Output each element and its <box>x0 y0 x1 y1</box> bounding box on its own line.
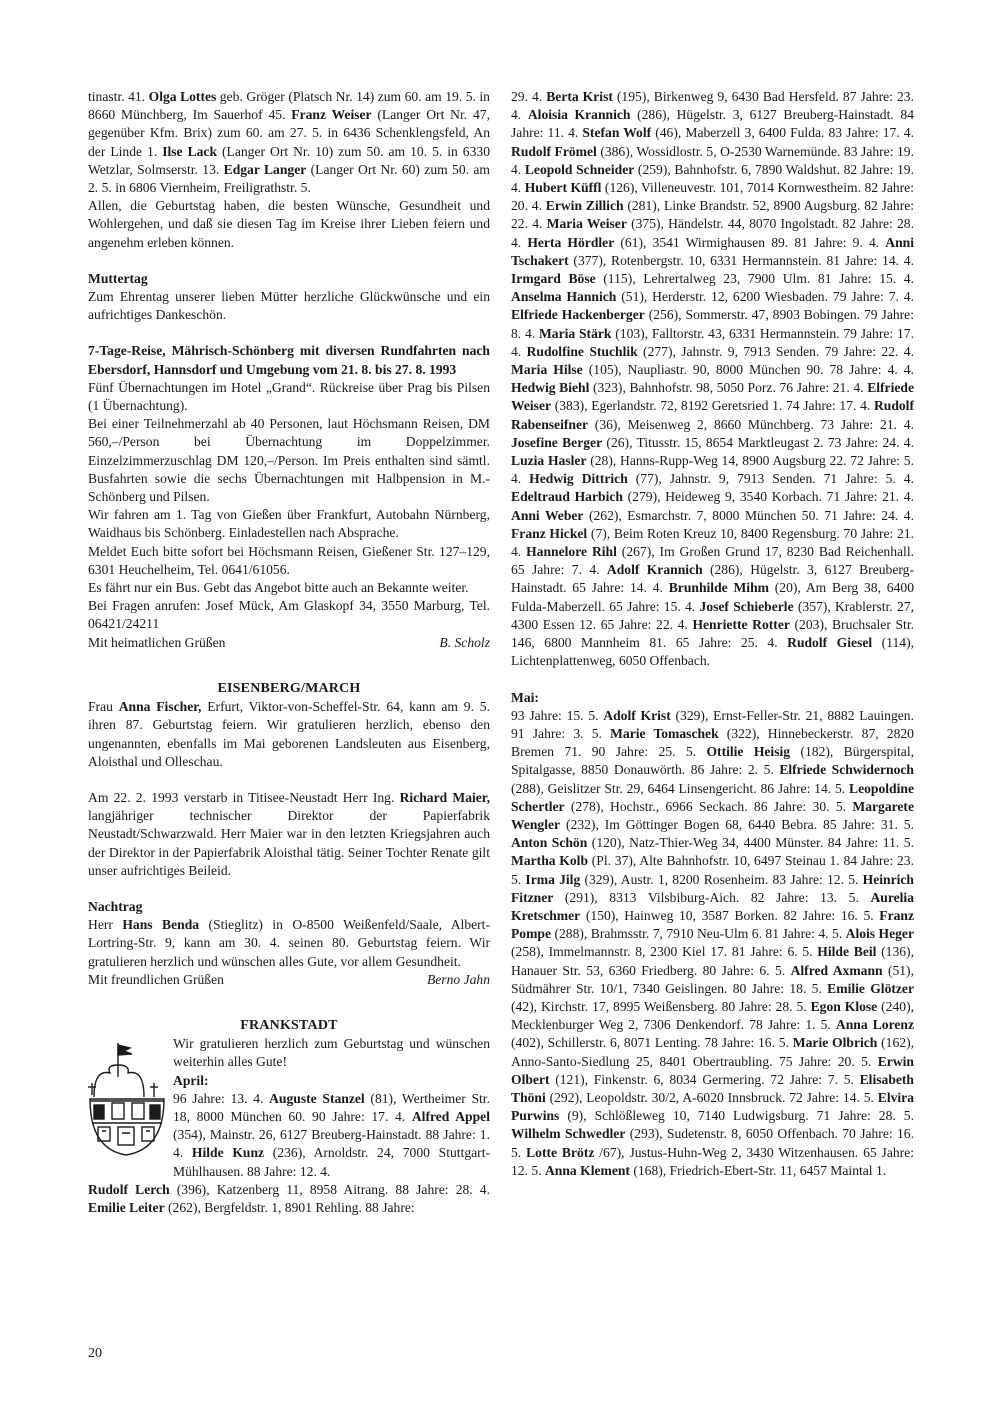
birthday-intro: tinastr. 41. Olga Lottes geb. Gröger (Platsch Nr. 14) zum 60. am 19. 5. in 8660 Münchberg, Im Sauerhof 45. Franz Weiser (Langer Ort Nr. 47, gegenüber Kfm. Brix) zum 60. am 27. 5. in 6436 Schenklengsfeld, An der Linde 1. Ilse Lack (Langer Ort Nr. 10) zum 50. am 10. 5. in 6330 Wetzlar, Solmserstr. 13. Edgar Langer (Langer Ort Nr. 60) zum 50. am 2. 5. in 6806 Viernheim, Freiligrathstr. 5. <box>88 89 490 196</box>
mai-label: Mai: <box>511 689 539 705</box>
nachtrag-text: Herr Hans Benda (Stieglitz) in O-8500 Weißenfeld/Saale, Albert-Lortring-Str. 9, kann am 30. 4. seinen 80. Geburtstag feiern. Wir gratulieren herzlich und wünschen alles Gute, vor allem Gesundheit. <box>88 917 490 969</box>
trip-paragraph: Bei einer Teilnehmerzahl ab 40 Personen, laut Höchsmann Reisen, DM 560,–/Person bei Übernachtung im Doppelzimmer. Einzelzimmerzuschlag DM 120,–/Person. Im Preis enthalten sind sämtl. Busfahrten sowie die sechs Übernachtungen mit Halbpension in M.-Schönberg und Pilsen. <box>88 416 490 505</box>
frankstadt-section <box>88 1035 490 1217</box>
eisenberg-heading: EISENBERG/MARCH <box>217 680 361 696</box>
right-column <box>511 88 914 1180</box>
left-column <box>88 88 490 1217</box>
trip-signoff <box>88 634 490 652</box>
nachtrag-heading: Nachtrag <box>88 898 143 914</box>
wishes-text: Allen, die Geburtstag haben, die besten Wünsche, Gesundheit und Wohlergehen, und daß sie diesen Tag im Kreise ihrer Lieben feiern und angenehm erleben können. <box>88 198 490 250</box>
april-label: April: <box>173 1072 209 1088</box>
trip-paragraph: Bei Fragen anrufen: Josef Mück, Am Glaskopf 34, 3550 Marburg, Tel. 06421/24211 <box>88 598 490 632</box>
muttertag-heading: Muttertag <box>88 270 148 286</box>
town-crest-icon <box>88 1039 170 1157</box>
trip-greeting: Mit heimatlichen Grüßen <box>88 634 226 650</box>
trip-paragraph: Es fährt nur ein Bus. Gebt das Angebot bitte auch an Bekannte weiter. <box>88 580 469 596</box>
nachtrag-greeting: Mit freundlichen Grüßen <box>88 971 224 987</box>
april-list-right: 29. 4. Berta Krist (195), Birkenweg 9, 6430 Bad Hersfeld. 87 Jahre: 23. 4. Aloisia Krannich (286), Hügelstr. 3, 6127 Breuberg-Hainstadt. 84 Jahre: 11. 4. Stefan Wolf (46), Maberzell 3, 6400 Fulda. 83 Jahre: 17. 4. Rudolf Frömel (386), Wossidlostr. 5, O-2530 Warnemünde. 83 Jahre: 19. 4. Leopold Schneider (259), Bahnhofstr. 6, 7890 Waldshut. 82 Jahre: 19. 4. Hubert Küffl (126), Villeneuvestr. 101, 7014 Kornwestheim. 82 Jahre: 20. 4. Erwin Zillich (281), Linke Brandstr. 52, 8900 Augsburg. 82 Jahre: 22. 4. Maria Weiser (375), Händelstr. 44, 8070 Ingolstadt. 82 Jahre: 28. 4. Herta Hördler (61), 3541 Wirmighausen 89. 81 Jahre: 9. 4. Anni Tschakert (377), Rotenbergstr. 10, 6331 Hermannstein. 81 Jahre: 14. 4. Irmgard Böse (115), Lehrertalweg 23, 7900 Ulm. 81 Jahre: 15. 4. Anselma Hannich (51), Herderstr. 12, 6200 Wiesbaden. 79 Jahre: 7. 4. Elfriede Hackenberger (256), Sommerstr. 47, 8903 Bobingen. 79 Jahre: 8. 4. Maria Stärk (103), Falltorstr. 43, 6331 Hermannstein. 79 Jahre: 17. 4. Rudolfine Stuchlik (277), Jahnstr. 9, 7913 Senden. 79 Jahre: 22. 4. Maria Hilse (105), Naupliastr. 90, 8000 München 90. 78 Jahre: 4. 4. Hedwig Biehl (323), Bahnhofstr. 98, 5050 Porz. 76 Jahre: 21. 4. Elfriede Weiser (383), Egerlandstr. 72, 8192 Geretsried 1. 74 Jahre: 17. 4. Rudolf Rabenseifner (36), Meisenweg 2, 8660 Münchberg. 73 Jahre: 21. 4. Josefine Berger (26), Titusstr. 15, 8654 Marktleugast 2. 73 Jahre: 24. 4. Luzia Hasler (28), Hanns-Rupp-Weg 14, 8900 Augsburg 22. 72 Jahre: 5. 4. Hedwig Dittrich (77), Jahnstr. 9, 7913 Senden. 71 Jahre: 5. 4. Edeltraud Harbich (279), Heideweg 9, 3540 Korbach. 71 Jahre: 21. 4. Anni Weber (262), Esmarchstr. 7, 8000 München 50. 71 Jahre: 24. 4. Franz Hickel (7), Beim Roten Kreuz 10, 8400 Regensburg. 70 Jahre: 21. 4. Hannelore Rihl (267), Im Großen Grund 17, 8230 Bad Reichenhall. 65 Jahre: 7. 4. Adolf Krannich (286), Hügelstr. 3, 6127 Breuberg-Hainstadt. 65 Jahre: 14. 4. Brunhilde Mihm (20), Am Berg 38, 6400 Fulda-Maberzell. 65 Jahre: 15. 4. Josef Schieberle (357), Krablerstr. 27, 4300 Essen 12. 65 Jahre: 22. 4. Henriette Rotter (203), Bruchsaler Str. 146, 6800 Mannheim 81. 65 Jahre: 25. 4. Rudolf Giesel (114), Lichtenplattenweg, 6050 Offenbach. <box>511 89 915 669</box>
april-list-continued: Rudolf Lerch (396), Katzenberg 11, 8958 Aitrang. 88 Jahre: 28. 4. Emilie Leiter (262), Bergfeldstr. 1, 8901 Rehling. 88 Jahre: <box>88 1181 490 1215</box>
page-number: 20 <box>88 1346 102 1361</box>
trip-paragraph: Wir fahren am 1. Tag von Gießen über Frankfurt, Autobahn Nürnberg, Waidhaus bis Schönberg. Einladestellen nach Absprache. <box>88 507 490 541</box>
eisenberg-paragraph: Frau Anna Fischer, Erfurt, Viktor-von-Scheffel-Str. 64, kann am 9. 5. ihren 87. Geburtstag feiern. Wir gratulieren herzlich, ebenso den ungenannten, ebenfalls im Mai geborenen Landsleuten aus Eisenberg, Aloisthal und Olleschau. <box>88 699 490 769</box>
trip-paragraph: Meldet Euch bitte sofort bei Höchsmann Reisen, Gießener Str. 127–129, 6301 Heuchelheim, Tel. 0641/61056. <box>88 543 490 577</box>
april-list: 96 Jahre: 13. 4. Auguste Stanzel (81), Wertheimer Str. 18, 8000 München 60. 90 Jahre: 17. 4. Alfred Appel (354), Mainstr. 26, 6127 Breuberg-Hainstadt. 88 Jahre: 1. 4. Hilde Kunz (236), Arnoldstr. 24, 7000 Stuttgart-Mühlhausen. 88 Jahre: 12. 4. <box>173 1090 490 1179</box>
mai-list: 93 Jahre: 15. 5. Adolf Krist (329), Ernst-Feller-Str. 21, 8882 Lauingen. 91 Jahre: 3. 5. Marie Tomaschek (322), Hinnebeckerstr. 87, 2820 Bremen 71. 90 Jahre: 25. 5. Ottilie Heisig (182), Bürgerspital, Spitalgasse, 8850 Donauwörth. 86 Jahre: 2. 5. Elfriede Schwidernoch (288), Geislitzer Str. 29, 6464 Linsengericht. 86 Jahre: 14. 5. Leopoldine Schertler (278), Hochstr., 6966 Seckach. 86 Jahre: 30. 5. Margarete Wengler (232), Im Göttinger Bogen 68, 6440 Bebra. 85 Jahre: 31. 5. Anton Schön (120), Natz-Thier-Weg 34, 4400 Münster. 84 Jahre: 11. 5. Martha Kolb (Pl. 37), Alte Bahnhofstr. 10, 6497 Steinau 1. 84 Jahre: 23. 5. Irma Jilg (329), Austr. 1, 8200 Rosenheim. 83 Jahre: 12. 5. Heinrich Fitzner (291), 8313 Vilsbiburg-Aich. 82 Jahre: 13. 5. Aurelia Kretschmer (150), Hainweg 10, 3587 Borken. 82 Jahre: 16. 5. Franz Pompe (288), Brahmsstr. 7, 7910 Neu-Ulm 6. 81 Jahre: 4. 5. Alois Heger (258), Immelmannstr. 8, 2300 Kiel 17. 81 Jahre: 6. 5. Hilde Beil (136), Hanauer Str. 53, 6360 Friedberg. 80 Jahre: 6. 5. Alfred Axmann (51), Südmährer Str. 10/1, 7340 Geislingen. 80 Jahre: 18. 5. Emilie Glötzer (42), Kirchstr. 17, 8995 Weißensberg. 80 Jahre: 28. 5. Egon Klose (240), Mecklenburger Weg 2, 7306 Denkendorf. 78 Jahre: 1. 5. Anna Lorenz (402), Schillerstr. 6, 8071 Lenting. 78 Jahre: 16. 5. Marie Olbrich (162), Anno-Santo-Siedlung 25, 8401 Obertraubling. 75 Jahre: 20. 5. Erwin Olbert (121), Finkenstr. 6, 8034 Germering. 72 Jahre: 7. 5. Elisabeth Thöni (292), Leopoldstr. 30/2, A-6020 Innsbruck. 72 Jahre: 14. 5. Elvira Purwins (9), Schlößleweg 10, 7140 Ludwigsburg. 71 Jahre: 28. 5. Wilhelm Schwedler (293), Sudetenstr. 8, 6050 Offenbach. 70 Jahre: 16. 5. Lotte Brötz /67), Justus-Huhn-Weg 2, 3430 Witzenhausen. 65 Jahre: 12. 5. Anna Klement (168), Friedrich-Ebert-Str. 11, 6457 Maintal 1. <box>511 707 915 1178</box>
trip-paragraph: Fünf Übernachtungen im Hotel „Grand“. Rückreise über Prag bis Pilsen (1 Übernachtung). <box>88 379 490 414</box>
trip-signature: B. Scholz <box>439 634 490 650</box>
frankstadt-intro: Wir gratulieren herzlich zum Geburtstag und wünschen weiterhin alles Gute! <box>173 1036 490 1070</box>
nachtrag-signature: Berno Jahn <box>426 971 490 987</box>
nachtrag-signoff <box>88 971 490 989</box>
trip-heading: 7-Tage-Reise, Mährisch-Schönberg mit diversen Rundfahrten nach Ebersdorf, Hannsdorf und Umgebung vom 21. 8. bis 27. 8. 1993 <box>88 343 490 377</box>
frankstadt-heading: FRANKSTADT <box>240 1017 338 1033</box>
muttertag-text: Zum Ehrentag unserer lieben Mütter herzliche Glückwünsche und ein aufrichtiges Dankeschön. <box>88 289 490 323</box>
eisenberg-obituary: Am 22. 2. 1993 verstarb in Titisee-Neustadt Herr Ing. Richard Maier, langjähriger technischer Direktor der Papierfabrik Neustadt/Schwarzwald. Herr Maier war in den letzten Kriegsjahren auch der Direktor in der Papierfabrik Aloisthal tätig. Seiner Tochter Renate gilt unser aufrichtiges Beileid. <box>88 789 490 878</box>
